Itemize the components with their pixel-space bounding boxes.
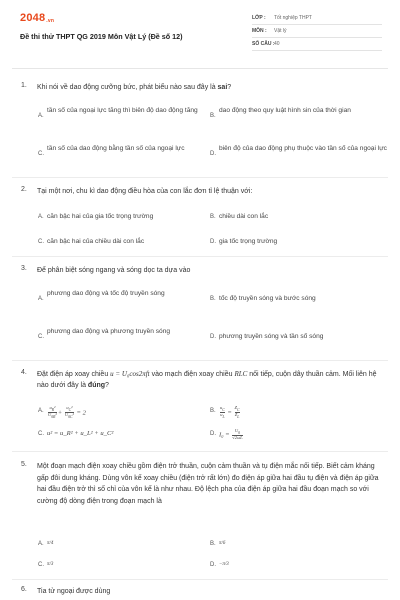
question-text: Để phân biệt sóng ngang và sóng dọc ta dựa vào (37, 267, 191, 274)
header (20, 12, 382, 62)
header-divider (12, 68, 388, 69)
question-separator (12, 256, 388, 257)
meta-row-count: SỐ CÂU : 40 (252, 38, 382, 51)
question-6: 6. Tia tử ngoại được dùng (12, 586, 388, 600)
exam-meta (252, 12, 382, 51)
question-separator (12, 360, 388, 361)
question-3: 3. Để phân biệt sóng ngang và sóng dọc ta dựa vào A. phương dao động và tốc độ truyền sóng B. tốc độ truyền sóng và bước sóng C. phương dao động và phương truyền sóng D. phương truyền sóng và tần số sóng (12, 265, 388, 355)
question-text: Đặt điện áp xoay chiều u = U₀cos2πft vào mạch điện xoay chiều RLC nối tiếp, cuộn dây thuần cảm. Mối liên hệ nào dưới đây là đúng? (37, 370, 377, 389)
meta-row-class: LỚP : Tốt nghiệp THPT (252, 12, 382, 25)
question-1: 1. Khi nói về dao động cưỡng bức, phát biểu nào sau đây là sai? A. tần số của ngoại lực tăng thì biên độ dao động tăng B. dao động theo quy luật hình sin của thời gian C. tần số của dao động bằng tần số của ngoại lực D. biên độ của dao động phụ thuộc vào tần số của ngoại lực (21, 82, 387, 157)
question-5: 5. Một đoạn mạch điện xoay chiều gồm điện trở thuần, cuộn cảm thuần và tụ điện mắc nối tiếp. Biết cảm kháng gấp đôi dung kháng. Dùng vôn kế xoay chiều (điện trở rất lớn) đo điện áp giữa hai đầu tụ điện và điện áp giữa hai đầu điện trở thì số chỉ của vôn kế là như nhau. Độ lệch pha của điện áp giữa hai đầu đoạn mạch so với cường độ dòng điện trong đoạn mạch là A. π/4 B. π/6 C. π/3 D. −π/3 (12, 461, 388, 579)
meta-row-subject: MÔN : Vật lý (252, 25, 382, 38)
exam-title: Đề thi thử THPT QG 2019 Môn Vật Lý (Đề số 12) (20, 32, 183, 41)
question-text: Tại một nơi, chu kì dao động điều hòa của con lắc đơn tỉ lệ thuận với: (37, 188, 253, 195)
question-separator (12, 579, 388, 580)
site-logo[interactable]: 2048.vn (20, 12, 55, 24)
question-text: Tia tử ngoại được dùng (37, 588, 111, 595)
question-4: 4. Đặt điện áp xoay chiều u = U₀cos2πft vào mạch điện xoay chiều RLC nối tiếp, cuộn dây thuần cảm. Mối liên hệ nào dưới đây là đúng? A. $\frac{u_R^2}{U_{0R}^2}$ + $\frac{u_C^2}{U_{0C}^2}$ = 2 B. $\frac{u_C}{u_L}$ = $\frac{Z_C}{Z_L}$ C. u² = u_R² + u_L² + u_C² D. I₀ = $\frac{U_0}{√2\omega L}$ (12, 369, 388, 451)
question-separator (12, 451, 388, 452)
question-2: 2. Tại một nơi, chu kì dao động điều hòa của con lắc đơn tỉ lệ thuận với: A. căn bậc hai của gia tốc trọng trường B. chiều dài con lắc C. căn bậc hai của chiều dài con lắc D. gia tốc trọng trường (12, 186, 388, 256)
question-separator (12, 177, 388, 178)
question-text: Khi nói về dao động cưỡng bức, phát biểu nào sau đây là sai? (37, 84, 232, 91)
question-text: Một đoạn mạch điện xoay chiều gồm điện trở thuần, cuộn cảm thuần và tụ điện mắc nối tiếp. Biết cảm kháng gấp đôi dung kháng. Dùng vôn kế xoay chiều (điện trở rất lớn) đo điện áp giữa hai đầu tụ điện và điện áp giữa hai đầu điện trở thì số chỉ của vôn kế là như nhau. Độ lệch pha của điện áp giữa hai đầu đoạn mạch so với cường độ dòng điện trong đoạn mạch là (37, 463, 379, 505)
